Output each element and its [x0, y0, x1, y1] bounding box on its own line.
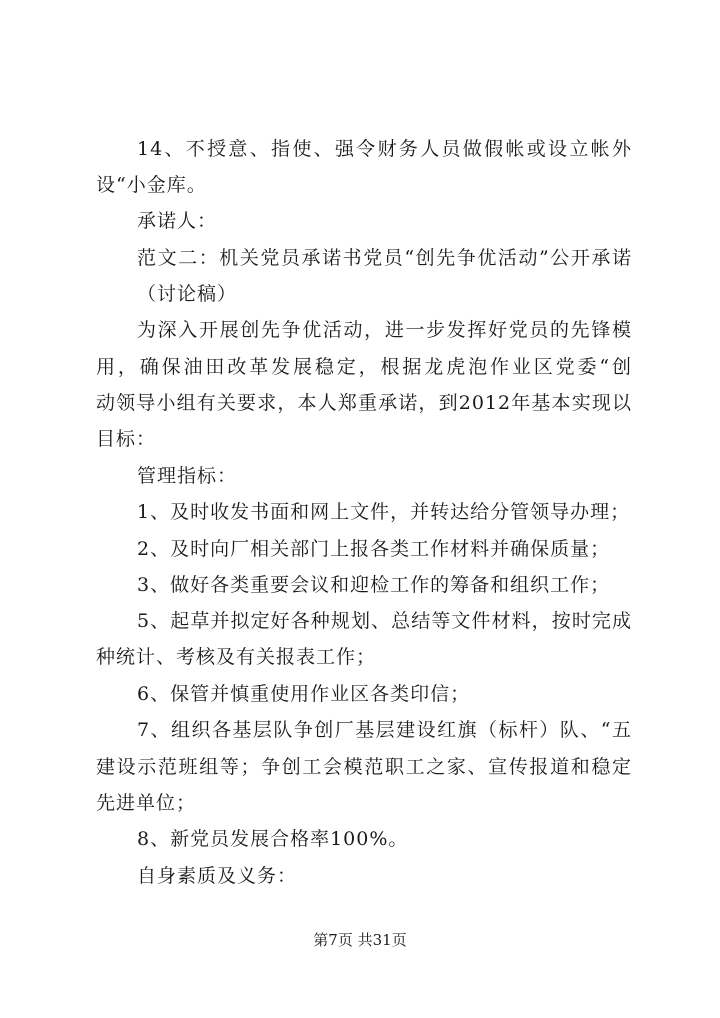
management-heading: 管理指标： — [137, 465, 238, 487]
signatory-label: 承诺人： — [137, 210, 218, 232]
item-6: 6、保管并慎重使用作业区各类印信； — [137, 683, 471, 705]
text-line-intro-1: 为深入开展创先争优活动，进一步发挥好党员的先锋模 — [137, 319, 632, 341]
page-footer — [0, 930, 720, 950]
text-line-1: 14、不授意、指使、强令财务人员做假帐或设立帐外 — [137, 138, 632, 160]
text-line-2: 设“小金库。 — [96, 174, 207, 196]
self-quality-heading: 自身素质及义务： — [137, 865, 298, 887]
item-7-line-2: 建设示范班组等；争创工会模范职工之家、宣传报道和稳定 — [96, 756, 632, 778]
item-5-line-1: 5、起草并拟定好各种规划、总结等文件材料，按时完成 — [137, 610, 632, 632]
text-line-intro-2: 用，确保油田改革发展稳定，根据龙虎泡作业区党委“创 — [96, 356, 632, 378]
item-7-line-1: 7、组织各基层队争创厂基层建设红旗（标杆）队、“五 — [137, 719, 632, 741]
page-number-label: 第7页 共31页 — [313, 931, 407, 949]
item-8: 8、新党员发展合格率100%。 — [137, 828, 409, 850]
sample-two-title: 范文二：机关党员承诺书党员“创先争优活动”公开承诺 — [137, 247, 632, 269]
item-7-line-3: 先进单位； — [96, 792, 197, 814]
text-line-intro-3: 动领导小组有关要求，本人郑重承诺，到2012年基本实现以 — [96, 392, 632, 414]
text-line-intro-4: 目标： — [96, 428, 157, 450]
item-5-line-2: 种统计、考核及有关报表工作； — [96, 646, 377, 668]
item-3: 3、做好各类重要会议和迎检工作的筹备和组织工作； — [137, 574, 611, 596]
item-1: 1、及时收发书面和网上文件，并转达给分管领导办理； — [137, 501, 631, 523]
sample-two-subtitle: （讨论稿） — [137, 283, 238, 305]
item-2: 2、及时向厂相关部门上报各类工作材料并确保质量； — [137, 538, 611, 560]
